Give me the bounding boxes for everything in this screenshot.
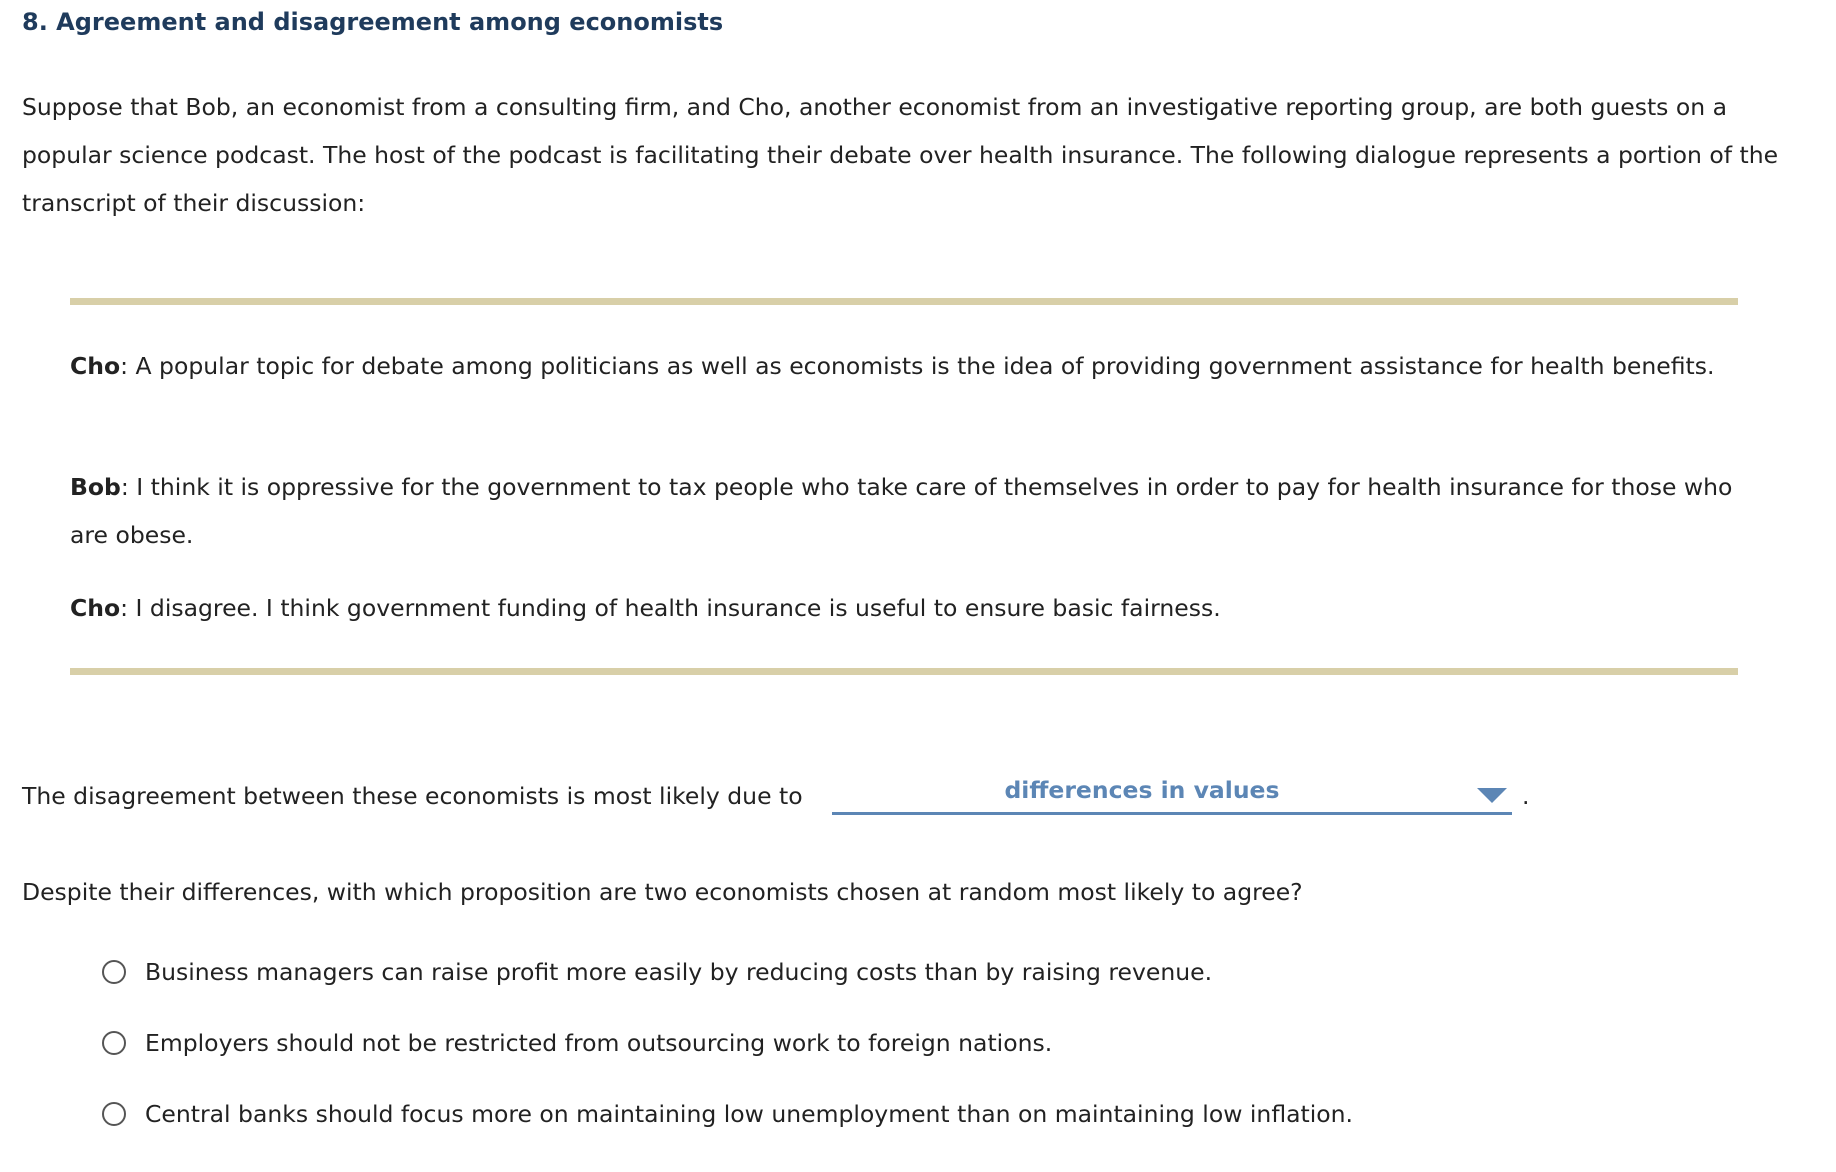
radio-button[interactable] xyxy=(102,1102,126,1126)
dialogue-line xyxy=(70,463,1738,559)
speaker-name: Cho xyxy=(70,352,121,380)
question-title: 8. Agreement and disagreement among economists xyxy=(22,8,724,36)
question-intro: Suppose that Bob, an economist from a consulting firm, and Cho, another economist from an investigative reporting group, are both guests on a popular science podcast. The host of the podcast is facilitating their debate over health insurance. The following dialogue represents a portion of the transcript of their discussion: xyxy=(22,93,1779,217)
dropdown-selected-value: differences in values xyxy=(1004,776,1280,804)
dialogue-top-divider xyxy=(70,298,1738,305)
speaker-name: Cho xyxy=(70,594,121,622)
radio-button[interactable] xyxy=(102,960,126,984)
disagreement-prompt: The disagreement between these economists is most likely due to xyxy=(22,782,803,810)
dialogue-text: : I disagree. I think government funding of health insurance is useful to ensure basic fairness. xyxy=(120,594,1221,622)
agreement-prompt: Despite their differences, with which proposition are two economists chosen at random most likely to agree? xyxy=(22,878,1303,906)
dialogue-text: : A popular topic for debate among politicians as well as economists is the idea of providing government assistance for health benefits. xyxy=(120,352,1715,380)
option-label: Employers should not be restricted from outsourcing work to foreign nations. xyxy=(145,1029,1053,1057)
dialogue-line xyxy=(70,584,1738,632)
disagreement-dropdown[interactable] xyxy=(832,774,1512,815)
caret-down-icon xyxy=(1477,788,1507,803)
option-label: Central banks should focus more on maintaining low unemployment than on maintaining low inflation. xyxy=(145,1100,1354,1128)
dialogue-line xyxy=(70,342,1738,390)
radio-button[interactable] xyxy=(102,1031,126,1055)
dialogue-bottom-divider xyxy=(70,668,1738,675)
dialogue-text: : I think it is oppressive for the government to tax people who take care of themselves in order to pay for health insurance for those who are obese. xyxy=(70,473,1733,549)
option-label: Business managers can raise profit more easily by reducing costs than by raising revenue. xyxy=(145,958,1213,986)
speaker-name: Bob xyxy=(70,473,121,501)
sentence-period: . xyxy=(1522,782,1530,810)
